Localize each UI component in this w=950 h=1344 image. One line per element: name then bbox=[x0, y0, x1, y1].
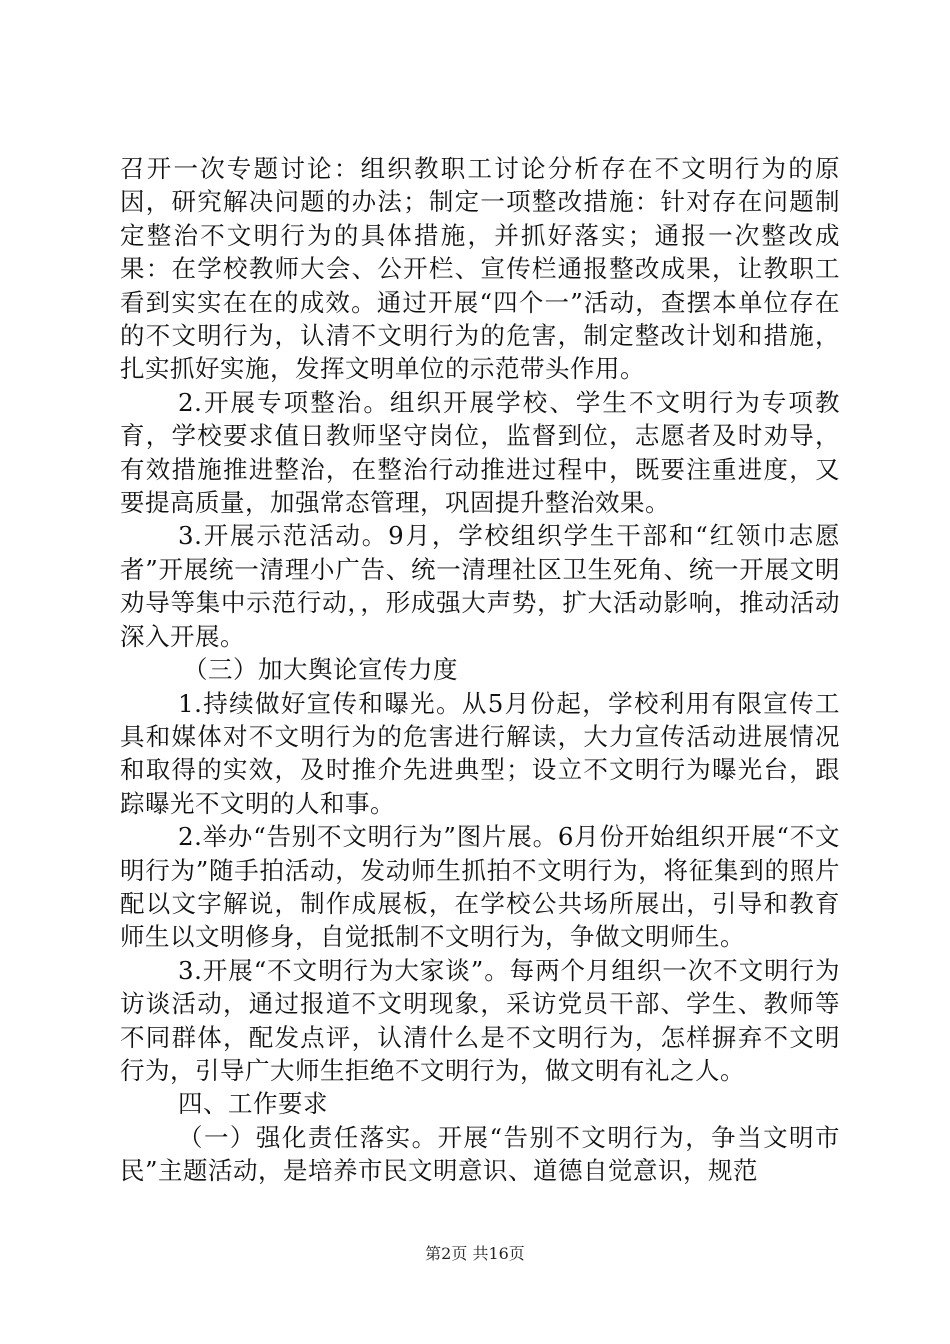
paragraph-photo-exhibition: 2.举办“告别不文明行为”图片展。6月份开始组织开展“不文明行为”随手拍活动，发动师生抓拍不文明行为，将征集到的照片配以文字解说，制作成展板，在学校公共场所展出，引导和教育师生以文明修身，自觉抵制不文明行为，争做文明师生。 bbox=[120, 822, 840, 952]
paragraph-responsibility: （一）强化责任落实。开展“告别不文明行为，争当文明市民”主题活动，是培养市民文明意识、道德自觉意识，规范 bbox=[120, 1122, 840, 1186]
document-body bbox=[120, 152, 840, 1188]
section-heading-publicity: （三）加大舆论宣传力度 bbox=[183, 655, 458, 685]
paragraph-continuation: 召开一次专题讨论：组织教职工讨论分析存在不文明行为的原因，研究解决问题的办法；制定一项整改措施：针对存在问题制定整治不文明行为的具体措施，并抓好落实；通报一次整改成果：在学校教师大会、公开栏、宣传栏通报整改成果，让教职工看到实实在在的成效。通过开展“四个一”活动，查摆本单位存在的不文明行为，认清不文明行为的危害，制定整改计划和措施，扎实抓好实施，发挥文明单位的示范带头作用。 bbox=[120, 154, 840, 384]
paragraph-publicity-exposure: 1.持续做好宣传和曝光。从5月份起，学校利用有限宣传工具和媒体对不文明行为的危害进行解读，大力宣传活动进展情况和取得的实效，及时推介先进典型；设立不文明行为曝光台，跟踪曝光不文明的人和事。 bbox=[120, 688, 840, 818]
page-number-footer: 第2页 共16页 bbox=[425, 1244, 525, 1263]
paragraph-special-rectification: 2.开展专项整治。组织开展学校、学生不文明行为专项教育，学校要求值日教师坚守岗位，监督到位，志愿者及时劝导，有效措施推进整治，在整治行动推进过程中，既要注重进度，又要提高质量，加强常态管理，巩固提升整治效果。 bbox=[120, 387, 840, 518]
paragraph-demonstration-activity: 3.开展示范活动。9月，学校组织学生干部和“红领巾志愿者”开展统一清理小广告、统一清理社区卫生死角、统一开展文明劝导等集中示范行动，，形成强大声势，扩大活动影响，推动活动深入开展。 bbox=[120, 521, 840, 651]
section-heading-requirements: 四、工作要求 bbox=[178, 1089, 328, 1119]
paragraph-discussion: 3.开展“不文明行为大家谈”。每两个月组织一次不文明行为访谈活动，通过报道不文明现象，采访党员干部、学生、教师等不同群体，配发点评，认清什么是不文明行为，怎样摒弃不文明行为，引导广大师生拒绝不文明行为，做文明有礼之人。 bbox=[120, 955, 840, 1085]
